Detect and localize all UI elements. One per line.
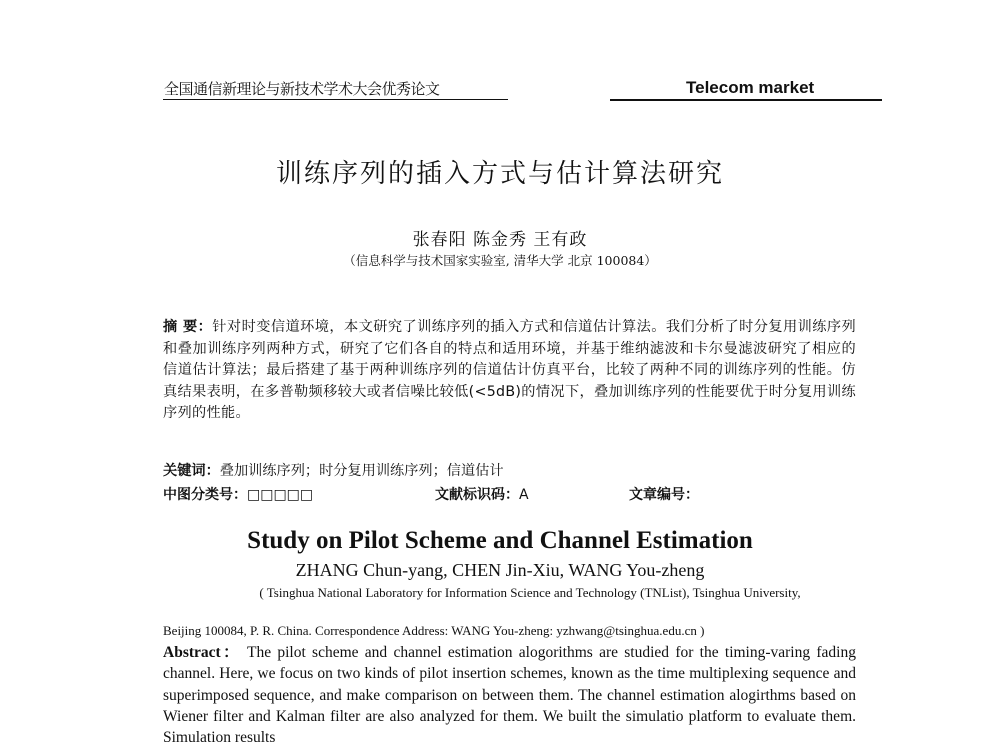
- authors-cn: 张春阳 陈金秀 王有政: [412, 230, 588, 250]
- document-code: [435, 484, 529, 504]
- document-code-label: 文献标识码：: [435, 487, 519, 503]
- classification-row: [163, 484, 856, 504]
- keywords-cn-text: 叠加训练序列；时分复用训练序列；信道估计: [219, 463, 504, 479]
- keywords-cn: [163, 460, 504, 480]
- document-code-value: A: [519, 487, 529, 503]
- abstract-cn: [163, 317, 856, 425]
- abstract-cn-label: 摘 要：: [163, 319, 213, 335]
- class-number-value: □□□□□: [247, 487, 314, 503]
- header-rule-right: [610, 99, 882, 101]
- journal-header-left: 全国通信新理论与新技术学术大会优秀论文: [164, 80, 440, 98]
- abstract-en-label: Abstract：: [163, 644, 241, 661]
- affiliation-en-line1: ( Tsinghua National Laboratory for Information Science and Technology (TNList), Tsinghua University,: [259, 585, 801, 600]
- abstract-cn-text: 针对时变信道环境，本文研究了训练序列的插入方式和信道估计算法。我们分析了时分复用训练序列和叠加训练序列两种方式，研究了它们各自的特点和适用环境，并基于维纳滤波和卡尔曼滤波研究了相应的信道估计算法；最后搭建了基于两种训练序列的信道估计仿真平台，比较了两种不同的训练序列的性能。仿真结果表明，在多普勒频移较大或者信噪比较低(<5dB)的情况下，叠加训练序列的性能要优于时分复用训练序列的性能。: [163, 319, 857, 422]
- affiliation-en-line2: Beijing 100084, P. R. China. Correspondence Address: WANG You-zheng: yzhwang@tsinghua.edu.cn ): [163, 623, 705, 638]
- keywords-cn-label: 关键词：: [163, 463, 220, 479]
- affiliation-cn: （信息科学与技术国家实验室, 清华大学 北京 100084）: [343, 253, 657, 268]
- class-number: [163, 484, 313, 504]
- header-rule-left: [163, 99, 508, 100]
- paper-title-cn: 训练序列的插入方式与估计算法研究: [275, 159, 724, 189]
- article-number: [629, 484, 699, 504]
- journal-header-right: Telecom market: [686, 78, 815, 97]
- paper-title-en: Study on Pilot Scheme and Channel Estimation: [247, 527, 753, 554]
- class-number-label: 中图分类号：: [163, 487, 247, 503]
- abstract-en-text: The pilot scheme and channel estimation alogorithms are studied for the timing-varing fading channel. Here, we focus on two kinds of pilot insertion schemes, known as the time multiplexing sequence and superimposed sequence, and make comparison on between them. The channel estimation alogirthms based on Wiener filter and Kalman filter are also analyzed for them. We built the simulatio platform to evaluate them. Simulation results: [163, 644, 856, 747]
- abstract-en: [163, 642, 856, 748]
- article-number-label: 文章编号：: [629, 487, 699, 503]
- authors-en: ZHANG Chun-yang, CHEN Jin-Xiu, WANG You-zheng: [295, 560, 705, 580]
